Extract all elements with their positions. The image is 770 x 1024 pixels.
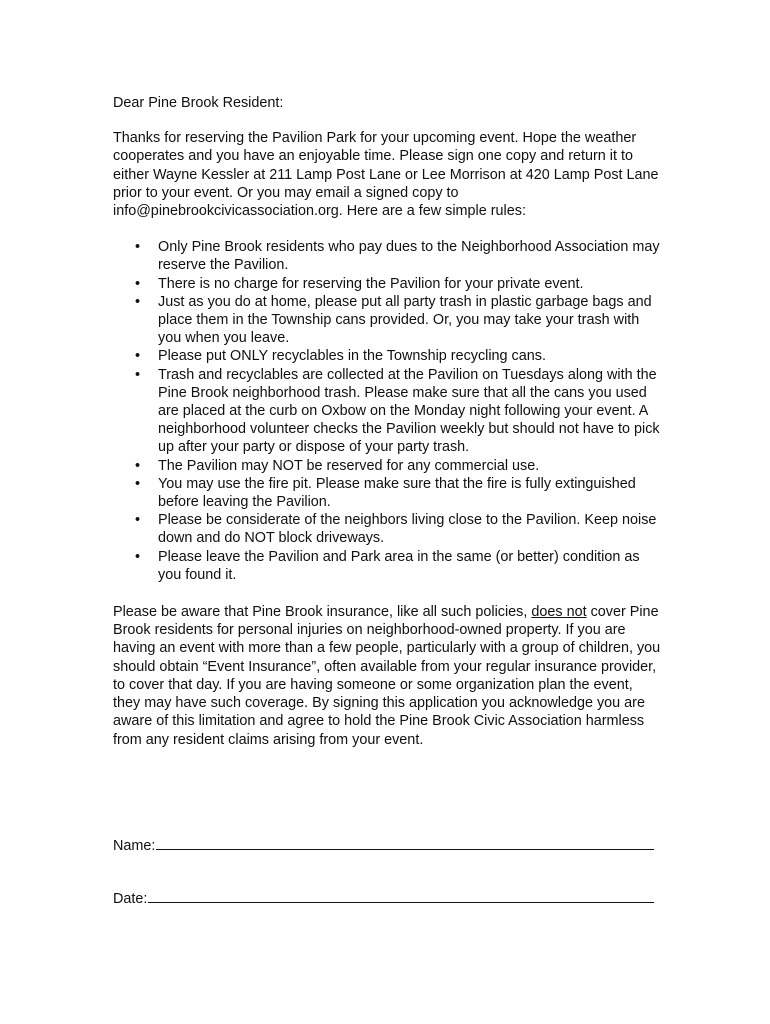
rule-text: Just as you do at home, please put all party trash in plastic garbage bags and place them in the Township cans provided. Or, you may take your trash with you when you leave. xyxy=(158,293,652,347)
name-signature-field xyxy=(113,835,654,855)
rule-item xyxy=(113,366,661,457)
rule-item xyxy=(113,347,661,365)
date-label: Date: xyxy=(113,891,148,907)
rule-item xyxy=(113,293,661,348)
bullet-icon: • xyxy=(135,457,141,474)
name-label: Name: xyxy=(113,838,156,854)
bullet-icon: • xyxy=(135,293,141,310)
rule-item xyxy=(113,457,661,475)
bullet-icon: • xyxy=(135,239,141,256)
insurance-underlined-text: does not xyxy=(531,604,587,621)
intro-paragraph: Thanks for reserving the Pavilion Park for your upcoming event. Hope the weather cooperates and you have an enjoyable time. Please sign one copy and return it to either Wayne Kessler at 211 Lamp Post Lane or Lee Morrison at 420 Lamp Post Lane prior to your event. Or you may email a signed copy to info@pinebrookcivicassociation.org. Here are a few simple rules: xyxy=(113,130,659,220)
bullet-icon: • xyxy=(135,512,141,529)
rule-item xyxy=(113,475,661,511)
rule-item xyxy=(113,238,661,274)
rule-text: You may use the fire pit. Please make sure that the fire is fully extinguished before leaving the Pavilion. xyxy=(158,475,636,511)
insurance-text-end: cover Pine Brook residents for personal injuries on neighborhood-owned property. If you are having an event with more than a few people, particularly with a group of children, you should obtain “Event Insurance”, often available from your regular insurance provider, to cover that day. If you are having someone or some organization plan the event, they may have such coverage. By signing this application you acknowledge you are aware of this limitation and agree to hold the Pine Brook Civic Association harmless from any resident claims arising from your event. xyxy=(113,604,661,748)
insurance-text-start: Please be aware that Pine Brook insurance, like all such policies, xyxy=(113,604,532,621)
letter-body xyxy=(113,94,661,749)
name-input-line[interactable] xyxy=(156,835,654,850)
rule-text: The Pavilion may NOT be reserved for any commercial use. xyxy=(158,457,540,474)
bullet-icon: • xyxy=(135,275,141,292)
bullet-icon: • xyxy=(135,366,141,383)
rule-text: Only Pine Brook residents who pay dues to the Neighborhood Association may reserve the Pavilion. xyxy=(158,239,660,274)
date-input-line[interactable] xyxy=(148,888,654,903)
rule-item xyxy=(113,275,661,293)
rule-text: Please leave the Pavilion and Park area in the same (or better) condition as you found it. xyxy=(158,548,640,583)
rule-text: There is no charge for reserving the Pavilion for your private event. xyxy=(158,275,584,292)
bullet-icon: • xyxy=(135,475,141,492)
insurance-paragraph xyxy=(113,603,661,749)
rule-item xyxy=(113,548,661,584)
date-signature-field xyxy=(113,888,654,908)
rule-text: Trash and recyclables are collected at the Pavilion on Tuesdays along with the Pine Brook neighborhood trash. Please make sure that all the cans you used are placed at the curb on Oxbow on the Monday night following your event. A neighborhood volunteer checks the Pavilion weekly but should not have to pick up after your party or dispose of your party trash. xyxy=(158,366,660,456)
bullet-icon: • xyxy=(135,348,141,365)
rules-list xyxy=(113,238,661,584)
salutation: Dear Pine Brook Resident: xyxy=(113,95,284,111)
rule-text: Please be considerate of the neighbors living close to the Pavilion. Keep noise down and do NOT block driveways. xyxy=(158,512,657,547)
rule-text: Please put ONLY recyclables in the Township recycling cans. xyxy=(158,348,546,365)
rule-item xyxy=(113,511,661,547)
bullet-icon: • xyxy=(135,548,141,565)
